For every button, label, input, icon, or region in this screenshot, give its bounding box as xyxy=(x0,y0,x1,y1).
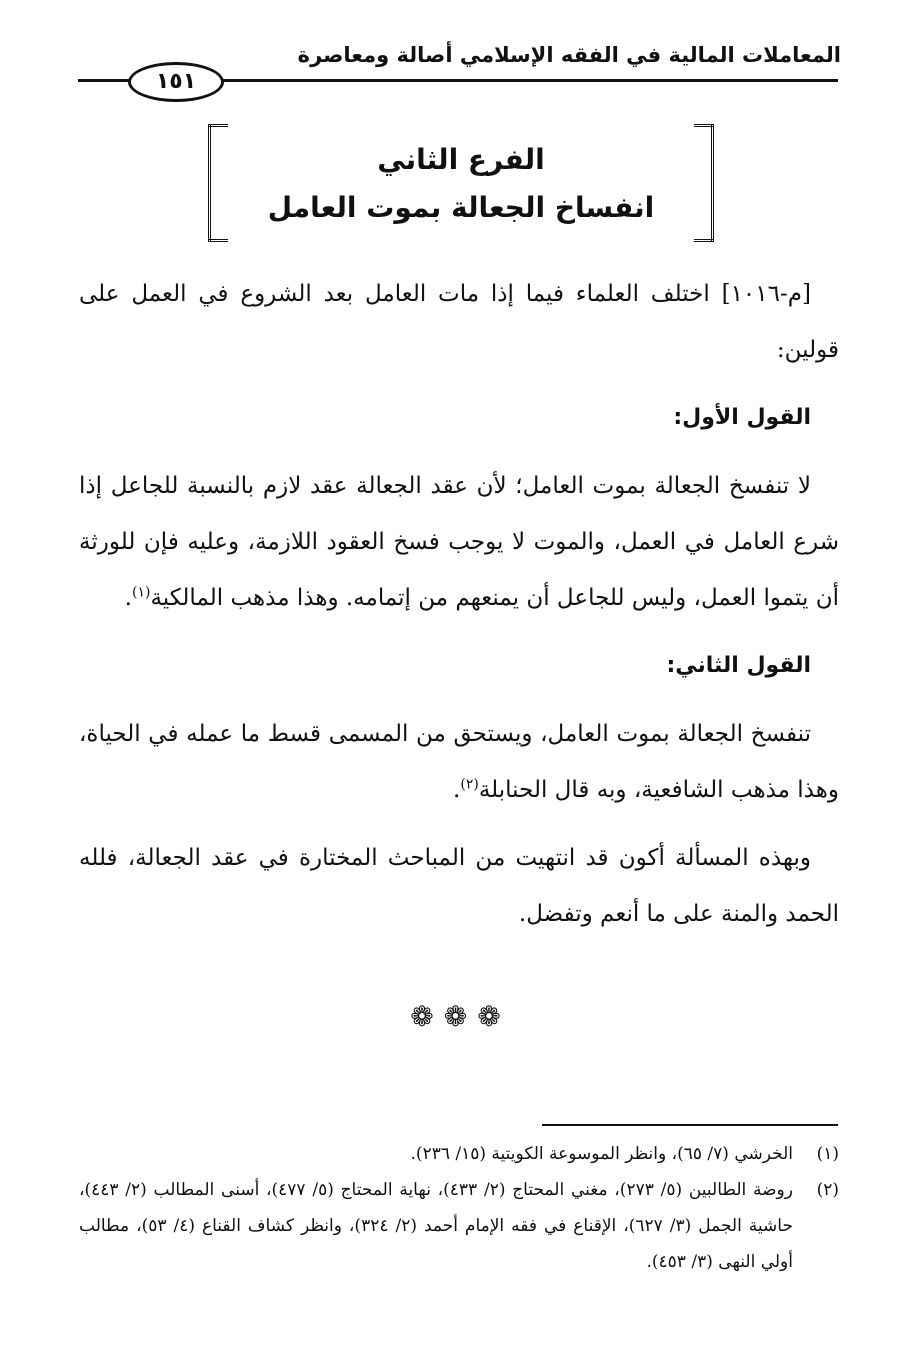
second-opinion-paragraph xyxy=(79,706,839,818)
footnote-marker-2: (٢) xyxy=(460,776,479,793)
footnote-text: روضة الطالبين (٥/ ٢٧٣)، مغني المحتاج (٢/ ٤٣٣)، نهاية المحتاج (٥/ ٤٧٧)، أسنى المطالب (٢/ ٤٤٣)، حاشية الجمل (٣/ ٦٢٧)، الإقناع في فقه الإمام أحمد (٢/ ٣٢٤)، وانظر كشاف القناع (٤/ ٥٣)، مطالب أولي النهى (٣/ ٤٥٣). xyxy=(79,1180,793,1272)
title-box-corner xyxy=(208,239,228,242)
footnote-item xyxy=(79,1172,839,1280)
section-title-box xyxy=(208,124,714,242)
title-box-corner xyxy=(208,124,228,127)
footnote-item xyxy=(79,1136,839,1172)
running-header-title: المعاملات المالية في الفقه الإسلامي أصالة ومعاصرة xyxy=(297,43,841,67)
footnote-marker-1: (١) xyxy=(131,584,151,601)
intro-paragraph: [م-١٠١٦] اختلف العلماء فيما إذا مات العامل بعد الشروع في العمل على قولين: xyxy=(79,281,839,363)
footnote-text: الخرشي (٧/ ٦٥)، وانظر الموسوعة الكويتية (١٥/ ٢٣٦). xyxy=(410,1144,793,1164)
second-opinion-text: تنفسخ الجعالة بموت العامل، ويستحق من المسمى قسط ما عمله في الحياة، وهذا مذهب الشافعية، وبه قال الحنابلة xyxy=(79,721,839,803)
section-subtitle: انفساخ الجعالة بموت العامل xyxy=(267,191,655,224)
body-text xyxy=(79,266,839,954)
section-end-ornaments: ❁❁❁ xyxy=(410,1000,511,1033)
first-opinion-heading: القول الأول: xyxy=(673,405,811,430)
title-box-corner xyxy=(694,124,714,127)
footnote-number: (٢) xyxy=(816,1180,839,1200)
footnotes xyxy=(79,1136,839,1280)
second-opinion-end: . xyxy=(453,777,461,803)
footnote-number: (١) xyxy=(816,1144,839,1164)
first-opinion-text: لا تنفسخ الجعالة بموت العامل؛ لأن عقد الجعالة عقد لازم بالنسبة للجاعل إذا شرع العامل في العمل، والموت لا يوجب فسخ العقود اللازمة، وعليه فإن للورثة أن يتموا العمل، وليس للجاعل أن يمنعهم من إتمامه. وهذا مذهب المالكية xyxy=(79,473,839,611)
page-number: ١٥١ xyxy=(128,62,224,102)
first-opinion-end: . xyxy=(124,585,132,611)
footnote-separator xyxy=(542,1124,838,1126)
section-title: الفرع الثاني xyxy=(377,143,545,176)
closing-paragraph: وبهذه المسألة أكون قد انتهيت من المباحث المختارة في عقد الجعالة، فلله الحمد والمنة على ما أنعم وتفضل. xyxy=(79,845,839,927)
first-opinion-paragraph xyxy=(79,458,839,626)
title-box-corner xyxy=(694,239,714,242)
second-opinion-heading: القول الثاني: xyxy=(666,653,811,678)
